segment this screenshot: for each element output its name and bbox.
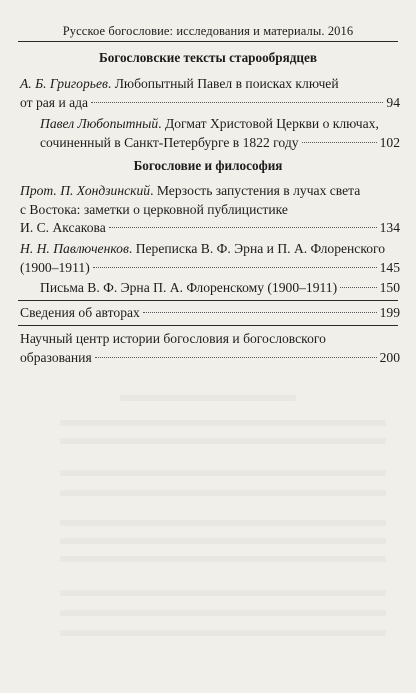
toc-entry-about-authors[interactable] xyxy=(20,304,400,323)
leader-dots xyxy=(340,287,376,288)
entry-title-line-2: образования xyxy=(20,349,92,365)
show-through-mark xyxy=(60,420,386,426)
entry-title-line-2: с Востока: заметки о церковной публицистике xyxy=(20,201,288,217)
toc-entry-research-center[interactable] xyxy=(20,330,400,367)
section-separator xyxy=(18,300,398,301)
entry-title-line-3: И. С. Аксакова xyxy=(20,220,106,235)
entry-title-line-1: Письма В. Ф. Эрна П. А. Флоренскому (1900–1911) xyxy=(40,280,338,295)
entry-title-line-2: (1900–1911) xyxy=(20,259,90,275)
leader-dots xyxy=(143,312,377,313)
entry-page-number: 145 xyxy=(379,259,400,275)
toc-entry-khondzinsky[interactable]: Прот. П. Хондзинский. Мерзость запустения в лучах света с Востока: заметки о церковной публицистике И. С. Аксакова 134 xyxy=(20,182,400,238)
entry-title-line-1: Научный центр истории богословия и богословского xyxy=(20,331,326,346)
entry-page-number: 199 xyxy=(379,305,400,320)
show-through-mark xyxy=(60,520,386,526)
entry-author: А. Б. Григорьев xyxy=(20,76,108,91)
entry-author: Прот. П. Хондзинский xyxy=(20,183,151,198)
entry-title-line-1: Любопытный Павел в поисках ключей xyxy=(114,76,339,91)
entry-page-number: 150 xyxy=(379,280,400,295)
show-through-mark xyxy=(60,610,386,616)
leader-dots xyxy=(302,142,377,143)
entry-page-number: 94 xyxy=(386,94,400,110)
leader-dots xyxy=(95,357,377,358)
show-through-mark xyxy=(60,630,386,636)
toc-entry-pavel-lyubopytny[interactable]: Павел Любопытный. Догмат Христовой Церкви о ключах, сочиненный в Санкт-Петербурге в 1822 году 102 xyxy=(40,115,400,152)
show-through-mark xyxy=(60,590,386,596)
show-through-mark xyxy=(120,395,296,401)
toc-entry-pavlyuchenkov[interactable]: Н. Н. Павлюченков. Переписка В. Ф. Эрна и П. А. Флоренского (1900–1911) 145 xyxy=(20,240,400,277)
show-through-mark xyxy=(60,470,386,476)
entry-page-number: 200 xyxy=(379,349,400,365)
entry-title-line-1: Догмат Христовой Церкви о ключах, xyxy=(164,116,379,131)
entry-title-line-2: сочиненный в Санкт-Петербурге в 1822 году xyxy=(40,134,299,150)
header-rule xyxy=(18,41,398,42)
section-title-theology-philosophy: Богословие и философия xyxy=(133,158,283,173)
leader-dots xyxy=(91,102,383,103)
entry-title-line-1: Переписка В. Ф. Эрна и П. А. Флоренского xyxy=(135,241,386,256)
entry-author: Н. Н. Павлюченков xyxy=(20,241,129,256)
toc-entry-ern-letters[interactable] xyxy=(40,279,400,298)
entry-title-line-1: Мерзость запустения в лучах света xyxy=(156,183,361,198)
show-through-mark xyxy=(60,490,386,496)
leader-dots xyxy=(109,227,377,228)
entry-page-number: 102 xyxy=(379,134,400,150)
running-header: Русское богословие: исследования и материалы. 2016 xyxy=(62,24,354,38)
show-through-mark xyxy=(60,438,386,444)
leader-dots xyxy=(93,267,377,268)
entry-author: Павел Любопытный xyxy=(40,116,159,131)
entry-title-line-2: от рая и ада xyxy=(20,94,89,110)
show-through-mark xyxy=(60,538,386,544)
section-separator xyxy=(18,325,398,326)
section-title-old-believers: Богословские тексты старообрядцев xyxy=(98,50,317,65)
show-through-mark xyxy=(60,556,386,562)
entry-title-line-1: Сведения об авторах xyxy=(20,305,140,320)
entry-page-number: 134 xyxy=(379,220,400,235)
toc-entry-grigoriev[interactable]: А. Б. Григорьев. Любопытный Павел в поисках ключей от рая и ада 94 xyxy=(20,75,400,112)
